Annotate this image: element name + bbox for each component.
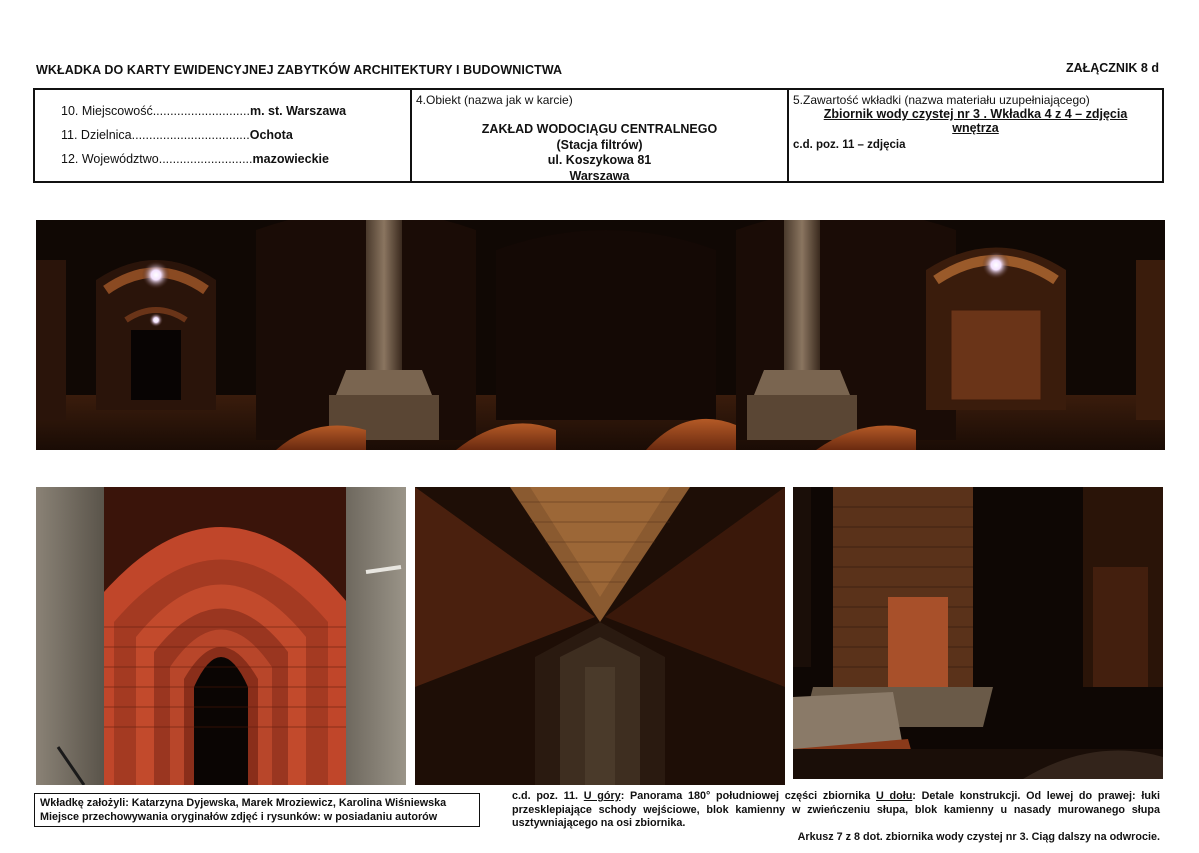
caption-part1: c.d. poz. 11. — [512, 790, 584, 802]
insert-note: c.d. poz. 11 – zdjęcia — [793, 139, 906, 151]
object-body — [412, 122, 787, 184]
voivodeship-label: 12. Województwo........................... — [61, 152, 253, 166]
page-title: WKŁADKA DO KARTY EWIDENCYJNEJ ZABYTKÓW ARCHITEKTURY I BUDOWNICTWA — [36, 63, 563, 77]
storage-line: Miejsce przechowywania oryginałów zdjęć i rysunków: w posiadaniu autorów — [40, 810, 438, 823]
district-label: 11. Dzielnica.................................. — [61, 128, 250, 142]
arches-photo — [36, 487, 406, 785]
voivodeship-line — [61, 152, 329, 166]
insert-title-line1: Zbiornik wody czystej nr 3 . Wkładka 4 z 4 – zdjęcia — [823, 107, 1128, 121]
district-value: Ochota — [249, 128, 293, 142]
insert-title — [789, 107, 1162, 135]
caption-bottom-label: U dołu — [875, 790, 913, 802]
annex-label: ZAŁĄCZNIK 8 d — [1065, 61, 1159, 75]
insert-title-line2: wnętrza — [952, 121, 999, 135]
caption-part2: : Panorama 180° południowej części zbiornika — [620, 790, 876, 802]
photo-caption — [512, 790, 1160, 844]
object-street: ul. Koszykowa 81 — [547, 153, 652, 167]
location-cell — [35, 90, 412, 181]
authors-box — [34, 793, 480, 827]
insert-cell — [789, 90, 1162, 181]
caption-part3: : Detale konstrukcji. Od lewej do prawej: łuki przesklepiające schody wejściowe, blok kamienny w zwieńczeniu słupa, blok kamienny u nasady murowanego słupa usztywniającego na osi zbiornika. — [512, 790, 1160, 830]
insert-heading: 5.Zawartość wkładki (nazwa materiału uzupełniającego) — [793, 93, 1090, 107]
district-line — [61, 128, 293, 142]
object-city: Warszawa — [569, 168, 630, 183]
caption-sheet-line — [512, 831, 1160, 845]
info-table — [33, 88, 1164, 183]
town-line — [61, 104, 346, 118]
column-base-photo — [793, 487, 1163, 779]
object-heading: 4.Obiekt (nazwa jak w karcie) — [416, 93, 573, 107]
town-label: 10. Miejscowość............................ — [61, 104, 250, 118]
voivodeship-value: mazowieckie — [252, 152, 329, 166]
object-subname: (Stacja filtrów) — [556, 137, 643, 152]
authors-line: Wkładkę założyli: Katarzyna Dyjewska, Marek Mroziewicz, Karolina Wiśniewska — [40, 797, 447, 809]
vault-photo — [415, 487, 785, 785]
caption-sheet: Arkusz 7 z 8 dot. zbiornika wody czystej nr 3. Ciąg dalszy na odwrocie. — [797, 830, 1160, 843]
object-name: ZAKŁAD WODOCIĄGU CENTRALNEGO — [481, 122, 718, 136]
town-value: m. st. Warszawa — [249, 104, 347, 118]
caption-top-label: U góry — [583, 790, 621, 802]
object-cell — [412, 90, 789, 181]
panorama-photo — [36, 220, 1165, 450]
